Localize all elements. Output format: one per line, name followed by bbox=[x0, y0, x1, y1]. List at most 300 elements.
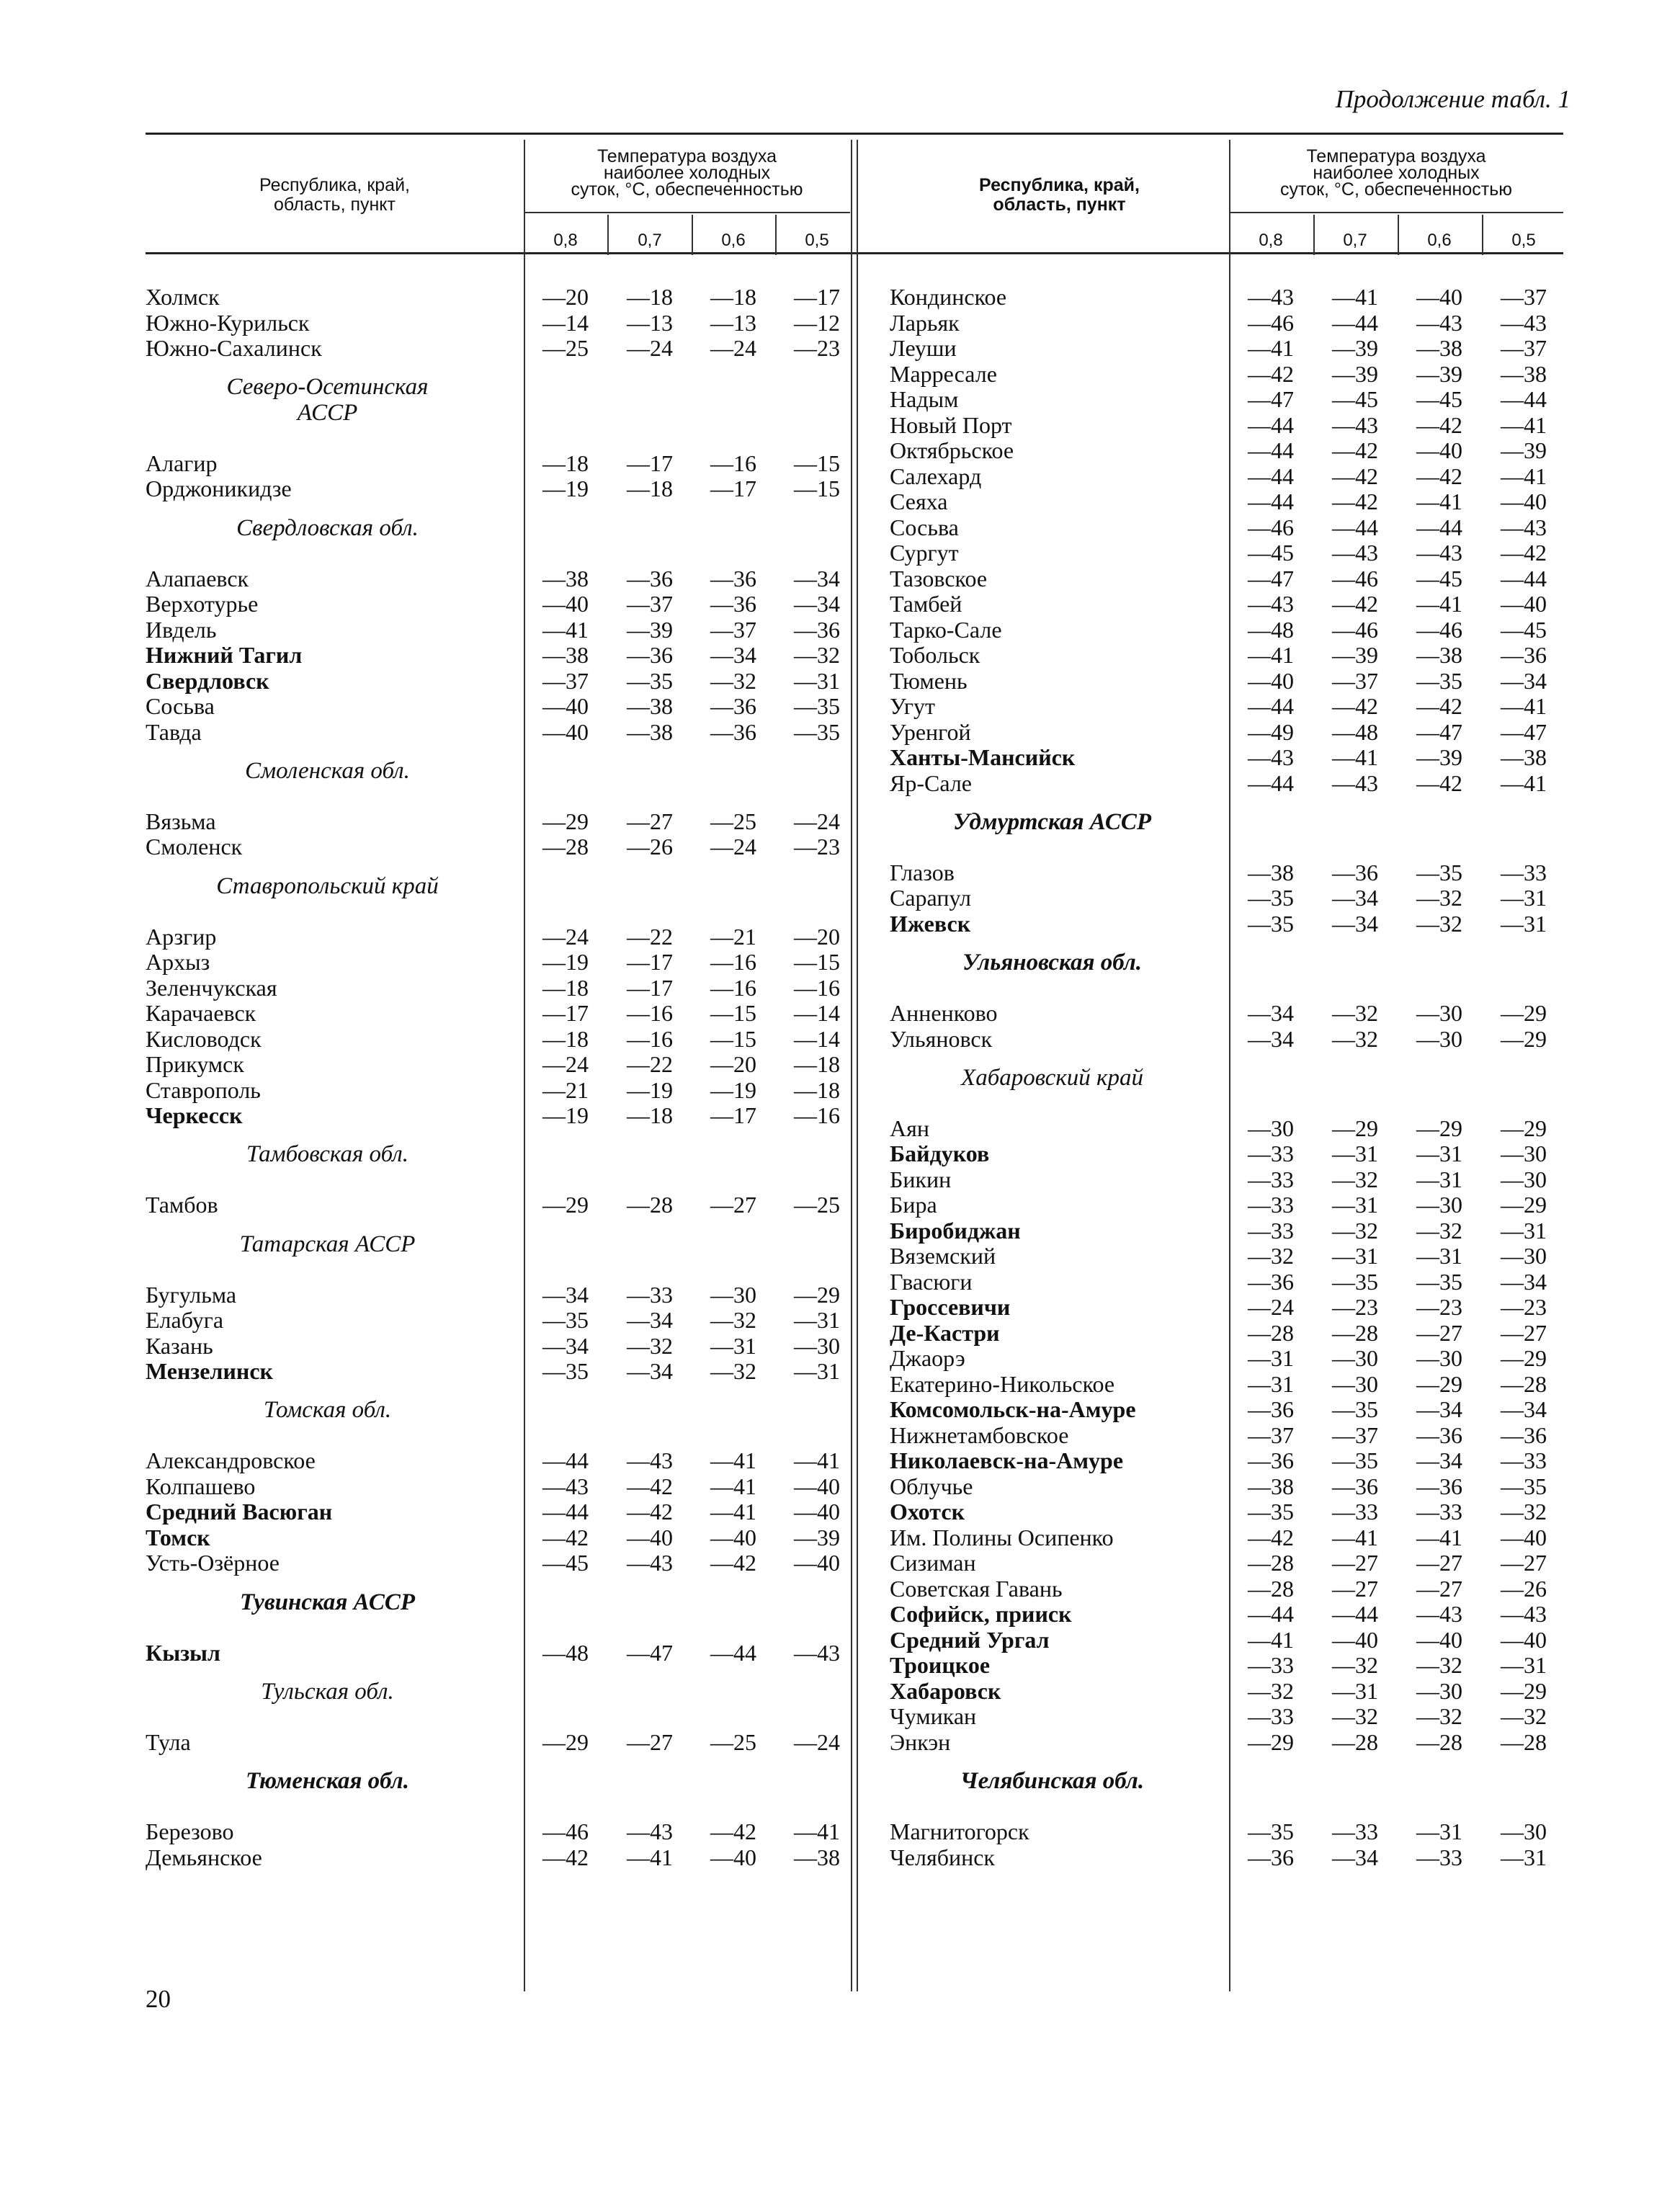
place-name: Архыз bbox=[146, 949, 210, 975]
temperature-value: —34 bbox=[1416, 1396, 1462, 1423]
place-name: Средний Ургал bbox=[890, 1626, 1050, 1653]
temperature-value: —37 bbox=[1501, 284, 1547, 310]
temperature-value: —31 bbox=[794, 1307, 840, 1333]
temperature-value: —36 bbox=[1248, 1268, 1294, 1295]
left-section-heading-line: АССР bbox=[297, 400, 358, 427]
temperature-value: —20 bbox=[542, 284, 589, 310]
temperature-value: —45 bbox=[542, 1550, 589, 1576]
temperature-value: —32 bbox=[627, 1332, 673, 1359]
left-column-header-0: 0,8 bbox=[553, 231, 578, 250]
temperature-value: —40 bbox=[794, 1550, 840, 1576]
place-name: Мензелинск bbox=[146, 1358, 273, 1384]
temperature-value: —48 bbox=[1332, 718, 1378, 745]
left-section-heading-line: Смоленская обл. bbox=[245, 757, 410, 784]
temperature-value: —28 bbox=[542, 834, 589, 860]
right-table-row bbox=[0, 1244, 1680, 1269]
temperature-value: —40 bbox=[794, 1473, 840, 1499]
temperature-value: —46 bbox=[1332, 565, 1378, 592]
temperature-value: —41 bbox=[794, 1447, 840, 1474]
temperature-value: —24 bbox=[794, 808, 840, 834]
left-table-row bbox=[0, 1052, 1680, 1077]
right-table-row bbox=[0, 515, 1680, 540]
right-table-row bbox=[0, 592, 1680, 617]
temperature-value: —32 bbox=[1248, 1677, 1294, 1704]
temperature-value: —41 bbox=[627, 1844, 673, 1870]
temperature-value: —45 bbox=[1248, 540, 1294, 566]
temperature-value: —37 bbox=[627, 591, 673, 617]
temperature-value: —15 bbox=[794, 949, 840, 975]
temperature-value: —25 bbox=[710, 1728, 756, 1755]
temperature-value: —27 bbox=[1416, 1550, 1462, 1576]
place-name: Средний Васюган bbox=[146, 1499, 333, 1525]
temperature-value: —19 bbox=[710, 1076, 756, 1103]
temperature-value: —15 bbox=[794, 476, 840, 502]
place-name: Алагир bbox=[146, 450, 218, 476]
temperature-value: —37 bbox=[1248, 1421, 1294, 1448]
place-name: Тавда bbox=[146, 718, 202, 745]
right-column-divider bbox=[1482, 215, 1483, 255]
temperature-value: —30 bbox=[1416, 1345, 1462, 1372]
temperature-value: —42 bbox=[1416, 411, 1462, 438]
temperature-value: —38 bbox=[1416, 335, 1462, 361]
place-name: Демьянское bbox=[146, 1844, 262, 1870]
temperature-value: —48 bbox=[542, 1639, 589, 1666]
temperature-value: —39 bbox=[794, 1524, 840, 1550]
temperature-value: —32 bbox=[794, 642, 840, 668]
place-name: Джаорэ bbox=[890, 1345, 965, 1372]
right-table-row bbox=[0, 860, 1680, 885]
temperature-value: —43 bbox=[1501, 514, 1547, 540]
temperature-value: —32 bbox=[1501, 1703, 1547, 1730]
temperature-value: —42 bbox=[542, 1844, 589, 1870]
temperature-value: —31 bbox=[1501, 1217, 1547, 1244]
temperature-value: —38 bbox=[1248, 1473, 1294, 1499]
temperature-value: —35 bbox=[1248, 910, 1294, 937]
temperature-value: —41 bbox=[794, 1818, 840, 1844]
right-table-row bbox=[0, 1474, 1680, 1499]
right-table-row bbox=[0, 1167, 1680, 1192]
right-table-row bbox=[0, 336, 1680, 361]
temperature-value: —41 bbox=[1332, 284, 1378, 310]
temperature-value: —42 bbox=[1248, 360, 1294, 387]
temperature-value: —35 bbox=[1248, 1499, 1294, 1525]
temperature-value: —32 bbox=[1416, 910, 1462, 937]
temperature-value: —15 bbox=[794, 450, 840, 476]
temperature-value: —42 bbox=[710, 1550, 756, 1576]
temperature-value: —16 bbox=[710, 949, 756, 975]
temperature-value: —24 bbox=[1248, 1294, 1294, 1321]
place-name: Тобольск bbox=[890, 642, 980, 668]
temperature-value: —27 bbox=[627, 808, 673, 834]
left-table-row bbox=[0, 809, 1680, 834]
temperature-value: —31 bbox=[1501, 910, 1547, 937]
temperature-value: —14 bbox=[542, 309, 589, 336]
temperature-value: —36 bbox=[1416, 1473, 1462, 1499]
temperature-value: —27 bbox=[627, 1728, 673, 1755]
temperature-value: —40 bbox=[1416, 284, 1462, 310]
temperature-value: —22 bbox=[627, 1051, 673, 1077]
temperature-value: —28 bbox=[1332, 1728, 1378, 1755]
temperature-value: —45 bbox=[1416, 386, 1462, 412]
table-top-rule bbox=[146, 133, 1563, 135]
right-column-header-1: 0,7 bbox=[1343, 231, 1367, 250]
temperature-value: —34 bbox=[1501, 1268, 1547, 1295]
temperature-value: —34 bbox=[542, 1332, 589, 1359]
place-name: Елабуга bbox=[146, 1307, 224, 1333]
temperature-value: —39 bbox=[1416, 744, 1462, 770]
temperature-value: —28 bbox=[1501, 1370, 1547, 1397]
temperature-value: —18 bbox=[542, 450, 589, 476]
temperature-value: —16 bbox=[627, 1000, 673, 1026]
temperature-value: —32 bbox=[1332, 1652, 1378, 1679]
place-name: Троицкое bbox=[890, 1652, 991, 1679]
temperature-value: —29 bbox=[794, 1281, 840, 1308]
temperature-value: —18 bbox=[794, 1076, 840, 1103]
left-header-place-line: область, пункт bbox=[274, 195, 396, 215]
temperature-value: —42 bbox=[710, 1818, 756, 1844]
temperature-value: —31 bbox=[794, 667, 840, 694]
right-table-row bbox=[0, 1525, 1680, 1550]
place-name: Охотск bbox=[890, 1499, 965, 1525]
temperature-value: —35 bbox=[1332, 1268, 1378, 1295]
temperature-value: —42 bbox=[627, 1473, 673, 1499]
temperature-value: —35 bbox=[1248, 1818, 1294, 1844]
temperature-value: —33 bbox=[1501, 859, 1547, 885]
temperature-value: —13 bbox=[627, 309, 673, 336]
place-name: Зеленчукская bbox=[146, 974, 277, 1001]
place-name: Николаевск-на-Амуре bbox=[890, 1447, 1124, 1474]
temperature-value: —33 bbox=[1501, 1447, 1547, 1474]
temperature-value: —28 bbox=[1416, 1728, 1462, 1755]
temperature-value: —45 bbox=[1332, 386, 1378, 412]
temperature-value: —36 bbox=[1248, 1447, 1294, 1474]
temperature-value: —32 bbox=[1416, 1217, 1462, 1244]
place-name: Томск bbox=[146, 1524, 210, 1550]
temperature-value: —23 bbox=[794, 335, 840, 361]
temperature-value: —41 bbox=[542, 616, 589, 643]
temperature-value: —40 bbox=[542, 693, 589, 719]
left-column-header-3: 0,5 bbox=[805, 231, 829, 250]
temperature-value: —40 bbox=[542, 718, 589, 745]
temperature-value: —31 bbox=[1248, 1370, 1294, 1397]
temperature-value: —43 bbox=[794, 1639, 840, 1666]
temperature-value: —15 bbox=[710, 1000, 756, 1026]
temperature-value: —37 bbox=[710, 616, 756, 643]
right-table-row bbox=[0, 413, 1680, 438]
temperature-value: —29 bbox=[1501, 1677, 1547, 1704]
right-header-temp-line: Температура воздуха bbox=[1306, 146, 1486, 166]
left-header-temp bbox=[524, 148, 850, 198]
temperature-value: —33 bbox=[1332, 1818, 1378, 1844]
right-table-row bbox=[0, 1730, 1680, 1755]
table-continuation-label: Продолжение табл. 1 bbox=[1335, 85, 1570, 113]
right-table-row bbox=[0, 1397, 1680, 1422]
temperature-value: —36 bbox=[1332, 859, 1378, 885]
left-column-divider bbox=[692, 215, 693, 255]
temperature-value: —43 bbox=[1248, 284, 1294, 310]
temperature-value: —38 bbox=[627, 693, 673, 719]
temperature-value: —35 bbox=[1248, 885, 1294, 911]
place-name: Березово bbox=[146, 1818, 234, 1844]
place-name: Байдуков bbox=[890, 1141, 990, 1167]
temperature-value: —29 bbox=[542, 1192, 589, 1218]
temperature-value: —31 bbox=[1332, 1677, 1378, 1704]
place-name: Марресале bbox=[890, 360, 997, 387]
temperature-value: —44 bbox=[1248, 411, 1294, 438]
left-header-temp-underline bbox=[524, 212, 850, 213]
right-table-row bbox=[0, 362, 1680, 387]
place-name: Южно-Курильск bbox=[146, 309, 310, 336]
temperature-value: —40 bbox=[1416, 437, 1462, 463]
temperature-value: —34 bbox=[627, 1358, 673, 1384]
temperature-value: —34 bbox=[1332, 910, 1378, 937]
right-header-temp-line: наиболее холодных bbox=[1313, 163, 1480, 183]
temperature-value: —33 bbox=[1416, 1499, 1462, 1525]
temperature-value: —17 bbox=[627, 450, 673, 476]
right-table-row bbox=[0, 311, 1680, 336]
temperature-value: —29 bbox=[1501, 1115, 1547, 1141]
place-name: Бира bbox=[890, 1192, 937, 1218]
temperature-value: —27 bbox=[1332, 1550, 1378, 1576]
place-name: Тула bbox=[146, 1728, 191, 1755]
temperature-value: —33 bbox=[1248, 1141, 1294, 1167]
place-name: Тюмень bbox=[890, 667, 968, 694]
page-number: 20 bbox=[146, 1985, 171, 2013]
temperature-value: —29 bbox=[1416, 1370, 1462, 1397]
temperature-value: —40 bbox=[1416, 1626, 1462, 1653]
temperature-value: —44 bbox=[1501, 386, 1547, 412]
temperature-value: —17 bbox=[627, 949, 673, 975]
place-name: Сургут bbox=[890, 540, 959, 566]
temperature-value: —32 bbox=[1416, 1652, 1462, 1679]
temperature-value: —41 bbox=[1501, 769, 1547, 796]
temperature-value: —44 bbox=[1332, 1601, 1378, 1628]
right-column-header-3: 0,5 bbox=[1511, 231, 1536, 250]
temperature-value: —29 bbox=[1332, 1115, 1378, 1141]
right-table-row bbox=[0, 387, 1680, 412]
temperature-value: —31 bbox=[1501, 885, 1547, 911]
right-header-place-line: область, пункт bbox=[993, 195, 1126, 215]
right-table-row bbox=[0, 720, 1680, 745]
temperature-value: —34 bbox=[1501, 1396, 1547, 1423]
temperature-value: —29 bbox=[1501, 1025, 1547, 1052]
temperature-value: —41 bbox=[1332, 744, 1378, 770]
left-column-header-1: 0,7 bbox=[638, 231, 662, 250]
right-table-row bbox=[0, 1001, 1680, 1026]
temperature-value: —43 bbox=[542, 1473, 589, 1499]
temperature-value: —35 bbox=[794, 693, 840, 719]
temperature-value: —43 bbox=[627, 1447, 673, 1474]
temperature-value: —19 bbox=[542, 1102, 589, 1128]
left-header-place-line: Республика, край, bbox=[259, 175, 410, 195]
temperature-value: —38 bbox=[1416, 642, 1462, 668]
temperature-value: —32 bbox=[710, 667, 756, 694]
temperature-value: —40 bbox=[1332, 1626, 1378, 1653]
temperature-value: —46 bbox=[1248, 514, 1294, 540]
temperature-value: —18 bbox=[627, 1102, 673, 1128]
temperature-value: —36 bbox=[627, 642, 673, 668]
temperature-value: —35 bbox=[1501, 1473, 1547, 1499]
temperature-value: —42 bbox=[1332, 693, 1378, 719]
temperature-value: —42 bbox=[1416, 693, 1462, 719]
right-table-row bbox=[0, 1845, 1680, 1870]
left-section-heading-line: Тамбовская обл. bbox=[246, 1141, 409, 1168]
temperature-value: —30 bbox=[1248, 1115, 1294, 1141]
temperature-value: —36 bbox=[627, 565, 673, 592]
temperature-value: —43 bbox=[1248, 591, 1294, 617]
left-section-heading bbox=[146, 1768, 509, 1794]
place-name: Сеяха bbox=[890, 488, 948, 514]
right-table-row bbox=[0, 745, 1680, 770]
temperature-value: —17 bbox=[542, 1000, 589, 1026]
temperature-value: —41 bbox=[710, 1473, 756, 1499]
temperature-value: —36 bbox=[710, 565, 756, 592]
left-section-heading-line: Томская обл. bbox=[263, 1397, 392, 1424]
temperature-value: —18 bbox=[627, 284, 673, 310]
temperature-value: —38 bbox=[1248, 859, 1294, 885]
temperature-value: —29 bbox=[1501, 1192, 1547, 1218]
temperature-value: —40 bbox=[794, 1499, 840, 1525]
temperature-value: —41 bbox=[1248, 335, 1294, 361]
temperature-value: —28 bbox=[1248, 1319, 1294, 1346]
temperature-value: —38 bbox=[542, 565, 589, 592]
temperature-value: —41 bbox=[1416, 488, 1462, 514]
temperature-value: —44 bbox=[542, 1447, 589, 1474]
temperature-value: —32 bbox=[1501, 1499, 1547, 1525]
temperature-value: —40 bbox=[627, 1524, 673, 1550]
place-name: Карачаевск bbox=[146, 1000, 256, 1026]
temperature-value: —24 bbox=[542, 923, 589, 950]
right-table-row bbox=[0, 1499, 1680, 1525]
temperature-value: —39 bbox=[1332, 335, 1378, 361]
temperature-value: —30 bbox=[1501, 1141, 1547, 1167]
left-section-heading-line: Свердловская обл. bbox=[236, 514, 419, 541]
temperature-value: —32 bbox=[710, 1358, 756, 1384]
temperature-value: —40 bbox=[710, 1844, 756, 1870]
temperature-value: —35 bbox=[627, 667, 673, 694]
temperature-value: —27 bbox=[1332, 1575, 1378, 1602]
temperature-value: —36 bbox=[1416, 1421, 1462, 1448]
temperature-value: —46 bbox=[1248, 309, 1294, 336]
right-column-divider bbox=[1398, 215, 1399, 255]
place-name: Чумикан bbox=[890, 1703, 977, 1730]
place-name: Комсомольск-на-Амуре bbox=[890, 1396, 1136, 1423]
temperature-value: —32 bbox=[1416, 885, 1462, 911]
temperature-value: —31 bbox=[710, 1332, 756, 1359]
temperature-value: —39 bbox=[1416, 360, 1462, 387]
place-name: Октябрьское bbox=[890, 437, 1014, 463]
temperature-value: —42 bbox=[627, 1499, 673, 1525]
place-name: Ивдель bbox=[146, 616, 217, 643]
place-name: Облучье bbox=[890, 1473, 973, 1499]
right-table-row bbox=[0, 1321, 1680, 1346]
temperature-value: —35 bbox=[1332, 1447, 1378, 1474]
temperature-value: —42 bbox=[1332, 488, 1378, 514]
right-section-heading-line: Ульяновская обл. bbox=[962, 950, 1143, 976]
place-name: Смоленск bbox=[146, 834, 243, 860]
temperature-value: —31 bbox=[1501, 1652, 1547, 1679]
temperature-value: —36 bbox=[1248, 1844, 1294, 1870]
temperature-value: —33 bbox=[1332, 1499, 1378, 1525]
temperature-value: —34 bbox=[1416, 1447, 1462, 1474]
temperature-value: —33 bbox=[1248, 1166, 1294, 1192]
right-table-row bbox=[0, 694, 1680, 719]
temperature-value: —24 bbox=[710, 834, 756, 860]
temperature-value: —31 bbox=[1332, 1243, 1378, 1269]
temperature-value: —34 bbox=[1248, 1000, 1294, 1026]
temperature-value: —37 bbox=[1332, 1421, 1378, 1448]
temperature-value: —35 bbox=[542, 1358, 589, 1384]
place-name: Угут bbox=[890, 693, 935, 719]
temperature-value: —31 bbox=[1332, 1141, 1378, 1167]
right-table-row bbox=[0, 643, 1680, 668]
temperature-value: —16 bbox=[627, 1025, 673, 1052]
temperature-value: —19 bbox=[542, 949, 589, 975]
place-name: Энкэн bbox=[890, 1728, 951, 1755]
right-table-row bbox=[0, 771, 1680, 796]
place-name: Свердловск bbox=[146, 667, 269, 694]
temperature-value: —36 bbox=[794, 616, 840, 643]
temperature-value: —21 bbox=[710, 923, 756, 950]
temperature-value: —43 bbox=[1416, 309, 1462, 336]
right-section-heading-line: Удмуртская АССР bbox=[952, 808, 1152, 835]
temperature-value: —41 bbox=[1248, 1626, 1294, 1653]
right-table-row bbox=[0, 464, 1680, 489]
right-table-row bbox=[0, 617, 1680, 643]
temperature-value: —30 bbox=[1416, 1025, 1462, 1052]
temperature-value: —22 bbox=[627, 923, 673, 950]
temperature-value: —38 bbox=[1501, 744, 1547, 770]
right-table-row bbox=[0, 1653, 1680, 1678]
temperature-value: —33 bbox=[1248, 1703, 1294, 1730]
right-table-row bbox=[0, 1346, 1680, 1371]
temperature-value: —24 bbox=[794, 1728, 840, 1755]
right-table-row bbox=[0, 1448, 1680, 1473]
place-name: Сосьва bbox=[146, 693, 215, 719]
temperature-value: —40 bbox=[1501, 1626, 1547, 1653]
left-table-row bbox=[0, 1078, 1680, 1103]
right-table-row bbox=[0, 885, 1680, 911]
right-table-row bbox=[0, 1602, 1680, 1627]
temperature-value: —36 bbox=[1501, 1421, 1547, 1448]
temperature-value: —47 bbox=[1248, 565, 1294, 592]
place-name: Яр-Сале bbox=[890, 769, 972, 796]
temperature-value: —27 bbox=[710, 1192, 756, 1218]
temperature-value: —28 bbox=[1248, 1550, 1294, 1576]
right-table-row bbox=[0, 566, 1680, 592]
place-name: Нижнетамбовское bbox=[890, 1421, 1069, 1448]
temperature-value: —29 bbox=[1501, 1000, 1547, 1026]
right-table-row bbox=[0, 1192, 1680, 1218]
temperature-value: —39 bbox=[1332, 642, 1378, 668]
temperature-value: —44 bbox=[1248, 463, 1294, 489]
temperature-value: —39 bbox=[1501, 437, 1547, 463]
temperature-value: —12 bbox=[794, 309, 840, 336]
right-section-heading-line: Челябинская обл. bbox=[960, 1768, 1145, 1794]
temperature-value: —18 bbox=[794, 1051, 840, 1077]
temperature-value: —23 bbox=[1332, 1294, 1378, 1321]
place-name: Магнитогорск bbox=[890, 1818, 1029, 1844]
place-name: Тазовское bbox=[890, 565, 988, 592]
place-name: Анненково bbox=[890, 1000, 998, 1026]
temperature-value: —36 bbox=[710, 591, 756, 617]
temperature-value: —39 bbox=[627, 616, 673, 643]
place-name: Аян bbox=[890, 1115, 929, 1141]
temperature-value: —38 bbox=[1501, 360, 1547, 387]
temperature-value: —34 bbox=[542, 1281, 589, 1308]
place-name: Новый Порт bbox=[890, 411, 1012, 438]
temperature-value: —42 bbox=[1416, 463, 1462, 489]
